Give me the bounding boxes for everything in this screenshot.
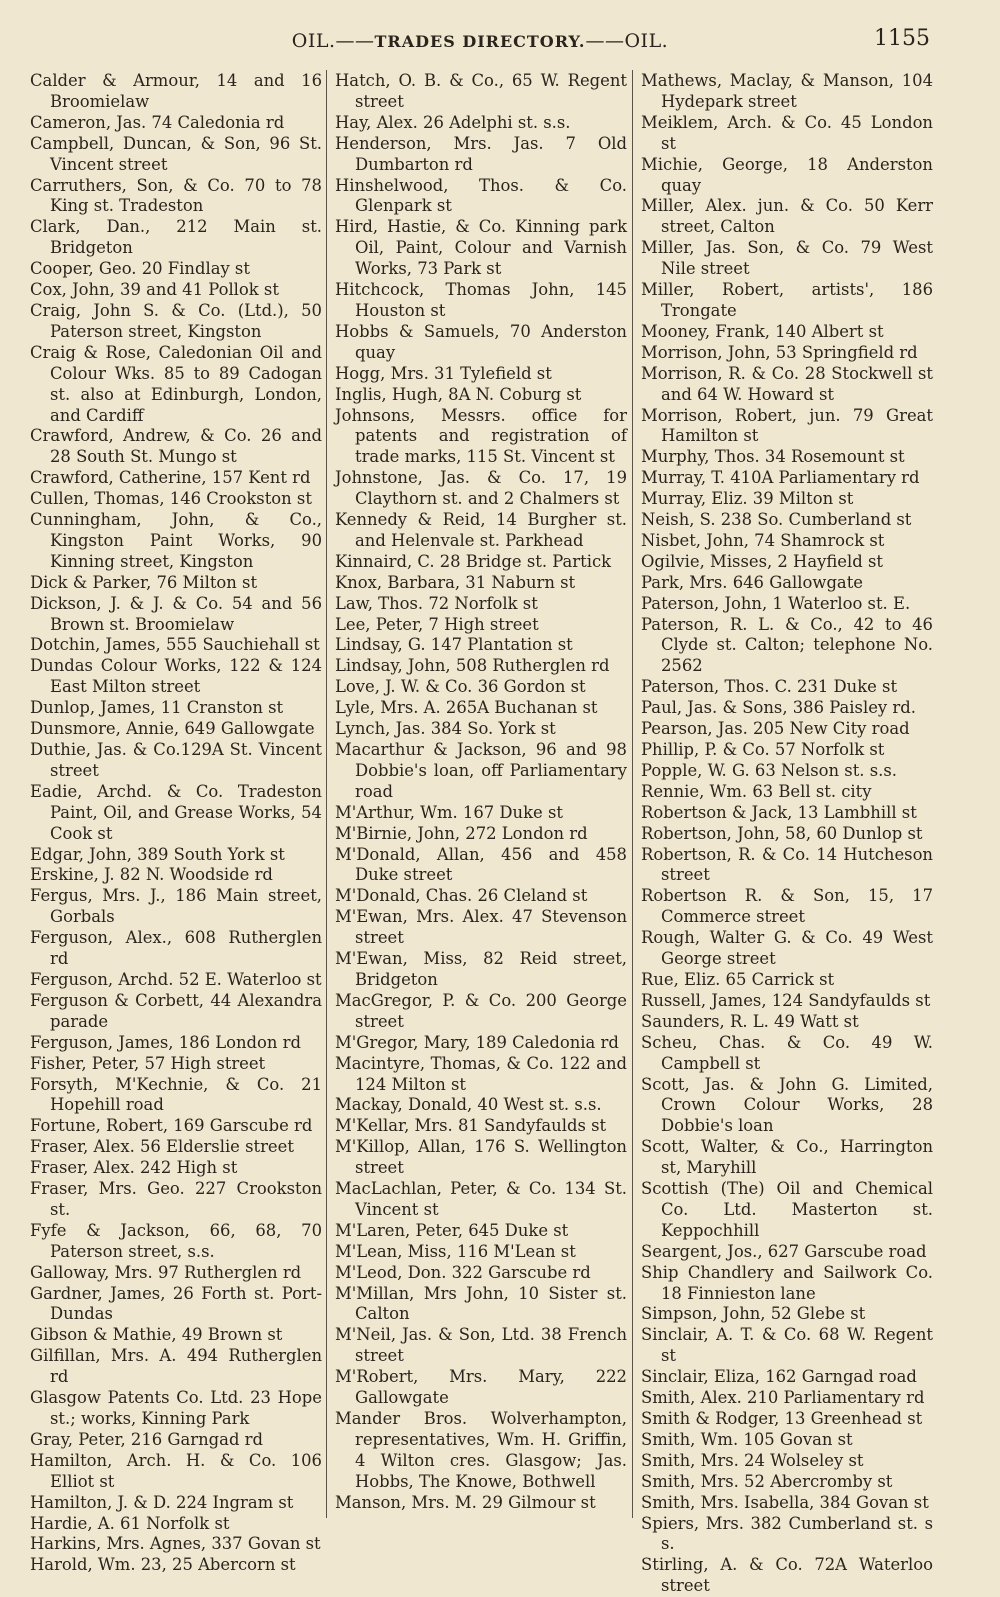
directory-entry: Hinshelwood, Thos. & Co. Glenpark st bbox=[335, 175, 627, 216]
directory-entry: Rue, Eliz. 65 Carrick st bbox=[641, 969, 835, 989]
directory-entry: M'Ewan, Miss, 82 Reid street, Bridgeton bbox=[335, 949, 627, 989]
directory-entry: Morrison, Robert, jun. 79 Great Hamilton st bbox=[641, 405, 933, 446]
directory-entry: Cooper, Geo. 20 Findlay st bbox=[30, 259, 250, 279]
directory-entry: Miller, Robert, artists', 186 Trongate bbox=[641, 280, 933, 320]
directory-entry: Sinclair, Eliza, 162 Garngad road bbox=[641, 1367, 917, 1387]
directory-entry: Neish, S. 238 So. Cumberland st bbox=[641, 510, 912, 530]
directory-entry: Eadie, Archd. & Co. Tradeston Paint, Oil, and Grease Works, 54 Cook st bbox=[30, 781, 322, 843]
directory-title: TRADES DIRECTORY. bbox=[374, 32, 586, 51]
directory-entry: Smith, Mrs. 24 Wolseley st bbox=[641, 1450, 864, 1470]
directory-entry: Gibson & Mathie, 49 Brown st bbox=[30, 1325, 283, 1345]
directory-entry: Lindsay, John, 508 Rutherglen rd bbox=[335, 656, 610, 676]
directory-entry: Knox, Barbara, 31 Naburn st bbox=[335, 572, 576, 592]
directory-entry: Clark, Dan., 212 Main st. Bridgeton bbox=[30, 217, 322, 258]
directory-entry: Gardner, James, 26 Forth st. Port-Dundas bbox=[30, 1283, 322, 1324]
directory-entry: Craig, John S. & Co. (Ltd.), 50 Paterson street, Kingston bbox=[30, 300, 322, 341]
directory-entry: Scheu, Chas. & Co. 49 W. Campbell st bbox=[641, 1032, 933, 1073]
directory-entry: M'Killop, Allan, 176 S. Wellington street bbox=[335, 1137, 627, 1178]
directory-entry: Scottish (The) Oil and Chemical Co. Ltd. Masterton st. Keppochhill bbox=[641, 1179, 933, 1240]
directory-entry: Henderson, Mrs. Jas. 7 Old Dumbarton rd bbox=[335, 133, 627, 174]
directory-entry: Kennedy & Reid, 14 Burgher st. and Helenvale st. Parkhead bbox=[335, 510, 627, 550]
directory-entry: Lynch, Jas. 384 So. York st bbox=[335, 719, 556, 739]
directory-column-1 bbox=[30, 71, 322, 1576]
directory-entry: Dick & Parker, 76 Milton st bbox=[30, 572, 258, 592]
directory-entry: Robertson, R. & Co. 14 Hutcheson street bbox=[641, 844, 933, 885]
directory-entry: Park, Mrs. 646 Gallowgate bbox=[641, 572, 863, 592]
directory-entry: Miller, Alex. jun. & Co. 50 Kerr street, Calton bbox=[641, 196, 933, 237]
directory-entry: Paul, Jas. & Sons, 386 Paisley rd. bbox=[641, 698, 916, 718]
directory-entry: Scott, Jas. & John G. Limited, Crown Colour Works, 28 Dobbie's loan bbox=[641, 1074, 933, 1136]
column-divider-1 bbox=[326, 70, 327, 1518]
directory-entry: Ship Chandlery and Sailwork Co. 18 Finnieston lane bbox=[641, 1262, 933, 1303]
heading-left: OIL. bbox=[291, 30, 336, 52]
directory-entry: Sinclair, A. T. & Co. 68 W. Regent st bbox=[641, 1325, 933, 1366]
directory-entry: Phillip, P. & Co. 57 Norfolk st bbox=[641, 740, 885, 759]
directory-entry: Fraser, Alex. 56 Elderslie street bbox=[30, 1137, 294, 1157]
directory-entry: Smith, Mrs. Isabella, 384 Govan st bbox=[641, 1492, 929, 1512]
directory-entry: Simpson, John, 52 Glebe st bbox=[641, 1304, 866, 1324]
directory-entry: M'Gregor, Mary, 189 Caledonia rd bbox=[335, 1032, 619, 1052]
directory-entry: Ferguson, James, 186 London rd bbox=[30, 1032, 301, 1052]
directory-entry: Saunders, R. L. 49 Watt st bbox=[641, 1011, 859, 1031]
directory-entry: Murphy, Thos. 34 Rosemount st bbox=[641, 447, 905, 467]
directory-entry: M'Leod, Don. 322 Garscube rd bbox=[335, 1262, 591, 1282]
directory-entry: Cunningham, John, & Co., Kingston Paint Works, 90 Kinning street, Kingston bbox=[30, 510, 322, 571]
directory-entry: Harkins, Mrs. Agnes, 337 Govan st bbox=[30, 1534, 321, 1554]
directory-entry: M'Millan, Mrs John, 10 Sister st. Calton bbox=[335, 1283, 627, 1324]
directory-entry: Cullen, Thomas, 146 Crookston st bbox=[30, 489, 312, 509]
directory-entry: Fortune, Robert, 169 Garscube rd bbox=[30, 1116, 313, 1136]
directory-entry: Hay, Alex. 26 Adelphi st. s.s. bbox=[335, 112, 571, 132]
directory-entry: M'Donald, Chas. 26 Cleland st bbox=[335, 886, 588, 906]
directory-entry: Hatch, O. B. & Co., 65 W. Regent street bbox=[335, 71, 627, 111]
directory-entry: Paterson, John, 1 Waterloo st. E. bbox=[641, 593, 911, 613]
directory-entry: Scott, Walter, & Co., Harrington st, Maryhill bbox=[641, 1137, 933, 1178]
heading-dash-right: —— bbox=[585, 30, 625, 52]
running-header bbox=[0, 26, 1000, 60]
running-head bbox=[270, 30, 690, 52]
directory-entry: Gray, Peter, 216 Garngad rd bbox=[30, 1429, 263, 1449]
directory-entry: Smith, Alex. 210 Parliamentary rd bbox=[641, 1388, 925, 1408]
directory-entry: Hamilton, Arch. H. & Co. 106 Elliot st bbox=[30, 1450, 322, 1491]
directory-entry: M'Laren, Peter, 645 Duke st bbox=[335, 1220, 569, 1240]
heading-right: OIL. bbox=[624, 30, 669, 52]
directory-entry: Smith, Mrs. 52 Abercromby st bbox=[641, 1471, 893, 1491]
directory-entry: Hogg, Mrs. 31 Tylefield st bbox=[335, 363, 552, 383]
directory-entry: Fergus, Mrs. J., 186 Main street, Gorbals bbox=[30, 886, 322, 927]
directory-entry: Rough, Walter G. & Co. 49 West George street bbox=[641, 928, 933, 969]
directory-entry: Macintyre, Thomas, & Co. 122 and 124 Milton st bbox=[335, 1053, 627, 1094]
directory-entry: Nisbet, John, 74 Shamrock st bbox=[641, 530, 885, 550]
directory-entry: Hardie, A. 61 Norfolk st bbox=[30, 1513, 230, 1533]
directory-entry: Paterson, Thos. C. 231 Duke st bbox=[641, 677, 898, 697]
directory-entry: Mander Bros. Wolverhampton, representatives, Wm. H. Griffin, 4 Wilton cres. Glasgow; Jas. Hobbs, The Knowe, Bothwell bbox=[335, 1409, 627, 1491]
directory-entry: Fraser, Mrs. Geo. 227 Crookston st. bbox=[30, 1179, 322, 1219]
directory-entry: Love, J. W. & Co. 36 Gordon st bbox=[335, 677, 586, 697]
directory-entry: Stirling, A. & Co. 72A Waterloo street bbox=[641, 1555, 933, 1596]
directory-entry: Robertson R. & Son, 15, 17 Commerce street bbox=[641, 886, 933, 927]
directory-entry: Edgar, John, 389 South York st bbox=[30, 844, 285, 864]
directory-entry: Law, Thos. 72 Norfolk st bbox=[335, 593, 538, 613]
directory-entry: Fyfe & Jackson, 66, 68, 70 Paterson street, s.s. bbox=[30, 1220, 322, 1261]
directory-entry: Smith, Wm. 105 Govan st bbox=[641, 1429, 853, 1449]
page-number: 1155 bbox=[874, 26, 930, 51]
directory-entry: Crawford, Andrew, & Co. 26 and 28 South St. Mungo st bbox=[30, 426, 322, 467]
directory-entry: Galloway, Mrs. 97 Rutherglen rd bbox=[30, 1262, 302, 1282]
directory-entry: Harold, Wm. 23, 25 Abercorn st bbox=[30, 1555, 296, 1575]
directory-entry: Duthie, Jas. & Co.129A St. Vincent street bbox=[30, 740, 322, 780]
directory-entry: Russell, James, 124 Sandyfaulds st bbox=[641, 990, 931, 1010]
directory-entry: Lee, Peter, 7 High street bbox=[335, 614, 539, 634]
directory-entry: Spiers, Mrs. 382 Cumberland st. s s. bbox=[641, 1513, 933, 1554]
directory-entry: M'Lean, Miss, 116 M'Lean st bbox=[335, 1241, 576, 1261]
directory-entry: M'Arthur, Wm. 167 Duke st bbox=[335, 802, 563, 822]
directory-entry: Miller, Jas. Son, & Co. 79 West Nile street bbox=[641, 238, 933, 279]
directory-entry: Lyle, Mrs. A. 265A Buchanan st bbox=[335, 698, 598, 718]
directory-entry: Kinnaird, C. 28 Bridge st. Partick bbox=[335, 551, 612, 571]
directory-entry: MacGregor, P. & Co. 200 George street bbox=[335, 990, 627, 1031]
directory-entry: Seargent, Jos., 627 Garscube road bbox=[641, 1241, 927, 1261]
directory-entry: Robertson, John, 58, 60 Dunlop st bbox=[641, 823, 923, 843]
directory-entry: Cameron, Jas. 74 Caledonia rd bbox=[30, 112, 285, 132]
directory-entry: Paterson, R. L. & Co., 42 to 46 Clyde st. Calton; telephone No. 2562 bbox=[641, 614, 933, 676]
directory-entry: Dickson, J. & J. & Co. 54 and 56 Brown st. Broomielaw bbox=[30, 593, 322, 634]
directory-entry: Rennie, Wm. 63 Bell st. city bbox=[641, 781, 872, 801]
directory-entry: Ogilvie, Misses, 2 Hayfield st bbox=[641, 551, 883, 571]
directory-entry: Crawford, Catherine, 157 Kent rd bbox=[30, 468, 311, 488]
column-divider-2 bbox=[632, 70, 633, 1518]
directory-entry: Dotchin, James, 555 Sauchiehall st bbox=[30, 635, 320, 655]
directory-entry: Mooney, Frank, 140 Albert st bbox=[641, 321, 884, 341]
directory-entry: M'Robert, Mrs. Mary, 222 Gallowgate bbox=[335, 1367, 627, 1408]
directory-entry: Dunlop, James, 11 Cranston st bbox=[30, 698, 284, 718]
directory-entry: MacLachlan, Peter, & Co. 134 St. Vincent st bbox=[335, 1179, 627, 1219]
directory-entry: Gilfillan, Mrs. A. 494 Rutherglen rd bbox=[30, 1346, 322, 1387]
directory-entry: Hamilton, J. & D. 224 Ingram st bbox=[30, 1492, 294, 1512]
directory-entry: Mackay, Donald, 40 West st. s.s. bbox=[335, 1095, 602, 1115]
directory-entry: Macarthur & Jackson, 96 and 98 Dobbie's loan, off Parliamentary road bbox=[335, 740, 627, 801]
directory-entry: Manson, Mrs. M. 29 Gilmour st bbox=[335, 1492, 596, 1512]
directory-entry: M'Kellar, Mrs. 81 Sandyfaulds st bbox=[335, 1116, 607, 1136]
directory-entry: Robertson & Jack, 13 Lambhill st bbox=[641, 802, 917, 822]
directory-entry: M'Neil, Jas. & Son, Ltd. 38 French street bbox=[335, 1325, 627, 1366]
directory-entry: Dundas Colour Works, 122 & 124 East Milton street bbox=[30, 656, 322, 697]
directory-entry: M'Donald, Allan, 456 and 458 Duke street bbox=[335, 844, 627, 885]
directory-entry: Fraser, Alex. 242 High st bbox=[30, 1158, 238, 1178]
directory-entry: Morrison, John, 53 Springfield rd bbox=[641, 342, 918, 362]
directory-column-2 bbox=[335, 71, 627, 1514]
directory-entry: Calder & Armour, 14 and 16 Broomielaw bbox=[30, 71, 322, 111]
directory-entry: Craig & Rose, Caledonian Oil and Colour Wks. 85 to 89 Cadogan st. also at Edinburgh, London, and Cardiff bbox=[30, 342, 322, 425]
heading-dash-left: —— bbox=[335, 30, 375, 52]
directory-entry: M'Birnie, John, 272 London rd bbox=[335, 823, 588, 843]
directory-entry: Murray, Eliz. 39 Milton st bbox=[641, 489, 854, 509]
directory-entry: Meiklem, Arch. & Co. 45 London st bbox=[641, 112, 933, 153]
directory-entry: Johnsons, Messrs. office for patents and registration of trade marks, 115 St. Vincent st bbox=[335, 405, 627, 467]
directory-entry: Forsyth, M'Kechnie, & Co. 21 Hopehill road bbox=[30, 1074, 322, 1115]
directory-entry: Murray, T. 410A Parliamentary rd bbox=[641, 468, 920, 488]
directory-entry: Ferguson, Archd. 52 E. Waterloo st bbox=[30, 969, 322, 989]
directory-entry: Ferguson & Corbett, 44 Alexandra parade bbox=[30, 990, 322, 1031]
directory-entry: Hobbs & Samuels, 70 Anderston quay bbox=[335, 321, 627, 362]
directory-entry: Carruthers, Son, & Co. 70 to 78 King st. Tradeston bbox=[30, 175, 322, 216]
directory-entry: Ferguson, Alex., 608 Rutherglen rd bbox=[30, 928, 322, 969]
directory-entry: Fisher, Peter, 57 High street bbox=[30, 1053, 266, 1073]
directory-entry: Hird, Hastie, & Co. Kinning park Oil, Paint, Colour and Varnish Works, 73 Park st bbox=[335, 217, 627, 279]
directory-column-3 bbox=[641, 71, 933, 1597]
directory-entry: Inglis, Hugh, 8A N. Coburg st bbox=[335, 384, 582, 404]
directory-entry: Dunsmore, Annie, 649 Gallowgate bbox=[30, 719, 315, 739]
directory-entry: Pearson, Jas. 205 New City road bbox=[641, 719, 910, 739]
directory-entry: Lindsay, G. 147 Plantation st bbox=[335, 635, 573, 655]
directory-entry: Glasgow Patents Co. Ltd. 23 Hope st.; works, Kinning Park bbox=[30, 1388, 322, 1428]
directory-entry: Michie, George, 18 Anderston quay bbox=[641, 154, 933, 195]
directory-entry: Smith & Rodger, 13 Greenhead st bbox=[641, 1409, 923, 1428]
directory-entry: Mathews, Maclay, & Manson, 104 Hydepark street bbox=[641, 71, 933, 111]
directory-entry: Popple, W. G. 63 Nelson st. s.s. bbox=[641, 760, 897, 780]
directory-entry: M'Ewan, Mrs. Alex. 47 Stevenson street bbox=[335, 907, 627, 948]
directory-entry: Morrison, R. & Co. 28 Stockwell st and 64 W. Howard st bbox=[641, 363, 933, 404]
directory-entry: Campbell, Duncan, & Son, 96 St. Vincent street bbox=[30, 133, 322, 174]
directory-entry: Johnstone, Jas. & Co. 17, 19 Claythorn st. and 2 Chalmers st bbox=[335, 468, 627, 509]
directory-entry: Hitchcock, Thomas John, 145 Houston st bbox=[335, 280, 627, 320]
directory-entry: Cox, John, 39 and 41 Pollok st bbox=[30, 280, 279, 300]
directory-entry: Erskine, J. 82 N. Woodside rd bbox=[30, 865, 273, 885]
